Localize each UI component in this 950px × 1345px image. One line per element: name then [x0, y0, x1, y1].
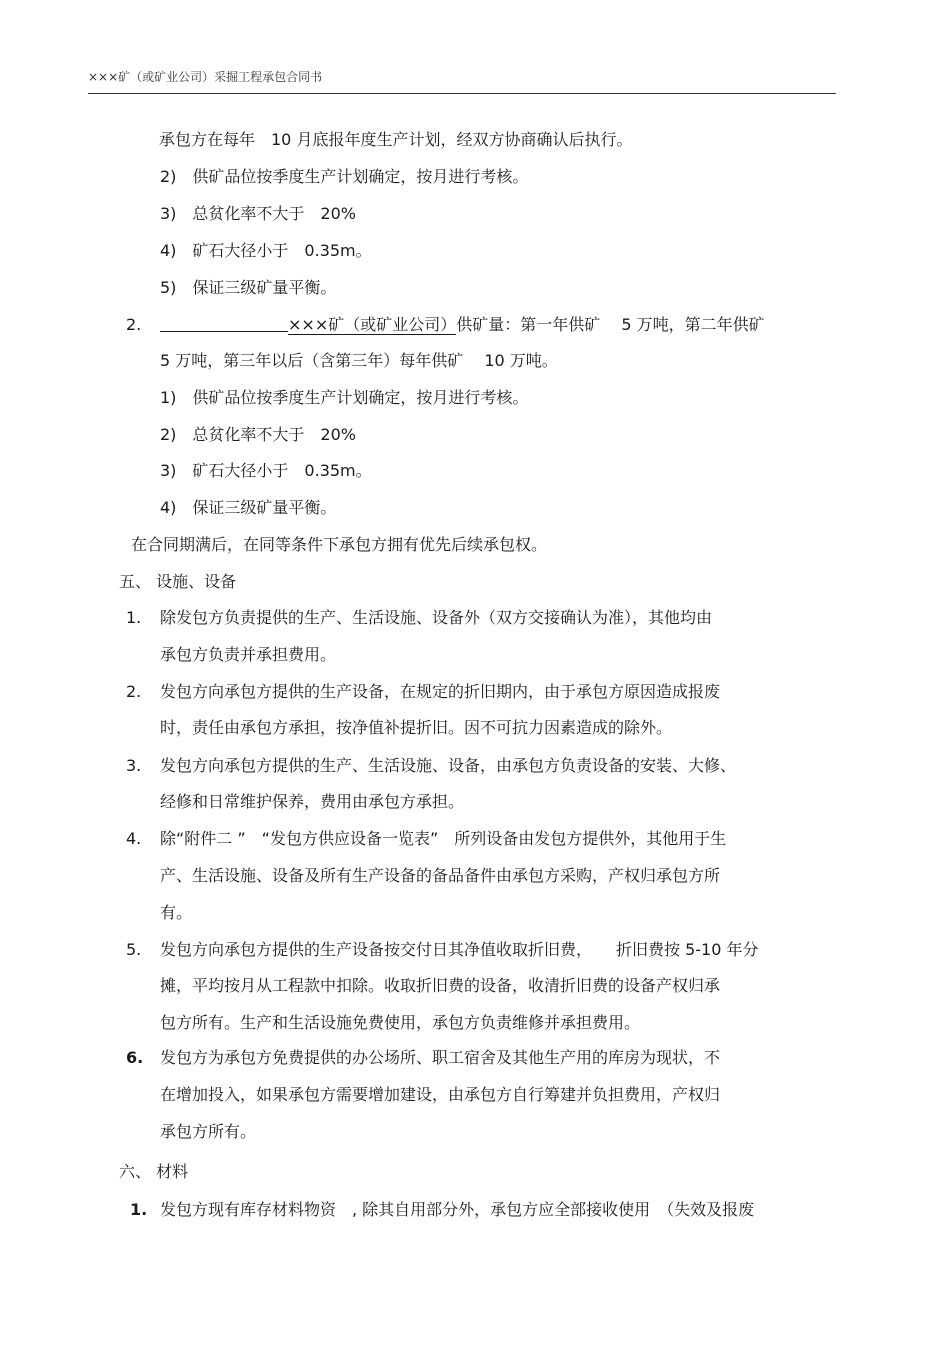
- section-heading: 五、 设施、设备: [119, 572, 237, 591]
- text-line: 发包方为承包方免费提供的办公场所、职工宿舍及其他生产用的库房为现状，不: [160, 1048, 721, 1067]
- item-number: 2.: [126, 315, 142, 334]
- text-line: [160, 315, 765, 335]
- item-number: 6.: [126, 1048, 144, 1067]
- text-line: 经修和日常维护保养，费用由承包方承担。: [160, 792, 465, 811]
- list-item: 2) 供矿品位按季度生产计划确定，按月进行考核。: [160, 167, 529, 186]
- text-line: 承包方所有。: [160, 1122, 257, 1141]
- underline-blank: [160, 315, 288, 332]
- item-number: 2.: [126, 682, 142, 701]
- text-line: 发包方向承包方提供的生产设备按交付日其净值收取折旧费， 折旧费按 5-10 年分: [160, 940, 759, 959]
- text-line: 在合同期满后，在同等条件下承包方拥有优先后续承包权。: [131, 535, 548, 554]
- item-number: 5.: [126, 940, 142, 959]
- text-line: 发包方向承包方提供的生产设备，在规定的折旧期内，由于承包方原因造成报废: [160, 682, 721, 701]
- page-header-title: ×××矿（或矿业公司）采掘工程承包合同书: [88, 70, 323, 84]
- text-line: 除“附件二 ” “发包方供应设备一览表” 所列设备由发包方提供外，其他用于生: [160, 829, 727, 848]
- text-line: 产、生活设施、设备及所有生产设备的备品备件由承包方采购，产权归承包方所: [160, 866, 721, 885]
- text-line: 有。: [160, 903, 193, 922]
- item-number: 3.: [126, 756, 142, 775]
- text-line: 发包方现有库存材料物资 , 除其自用部分外，承包方应全部接收使用 （失效及报废: [160, 1200, 755, 1219]
- text-line: 承包方负责并承担费用。: [160, 645, 337, 664]
- list-item: 1) 供矿品位按季度生产计划确定，按月进行考核。: [160, 388, 529, 407]
- header-divider: [88, 93, 836, 94]
- text-span: 供矿量：第一年供矿 5 万吨，第二年供矿: [456, 315, 765, 334]
- text-line: 5 万吨，第三年以后（含第三年）每年供矿 10 万吨。: [160, 351, 558, 370]
- item-number: 4.: [126, 829, 142, 848]
- text-line: 在增加投入，如果承包方需要增加建设，由承包方自行筹建并负担费用，产权归: [160, 1085, 721, 1104]
- item-number: 1.: [126, 608, 142, 627]
- underlined-party: ×××矿（或矿业公司）: [288, 315, 457, 334]
- list-item: 4) 矿石大径小于 0.35m。: [160, 241, 372, 260]
- list-item: 3) 矿石大径小于 0.35m。: [160, 461, 372, 480]
- list-item: 3) 总贫化率不大于 20%: [160, 204, 356, 223]
- section-heading: 六、 材料: [119, 1162, 189, 1181]
- text-line: 发包方向承包方提供的生产、生活设施、设备，由承包方负责设备的安装、大修、: [160, 756, 737, 775]
- list-item: 5) 保证三级矿量平衡。: [160, 278, 337, 297]
- text-line: 时，责任由承包方承担，按净值补提折旧。因不可抗力因素造成的除外。: [160, 718, 673, 737]
- text-line: 承包方在每年 10 月底报年度生产计划，经双方协商确认后执行。: [159, 130, 633, 149]
- item-number: 1.: [130, 1200, 148, 1219]
- list-item: 2) 总贫化率不大于 20%: [160, 425, 356, 444]
- list-item: 4) 保证三级矿量平衡。: [160, 498, 337, 517]
- text-line: 包方所有。生产和生活设施免费使用，承包方负责维修并承担费用。: [160, 1013, 641, 1032]
- text-line: 除发包方负责提供的生产、生活设施、设备外（双方交接确认为准），其他均由: [160, 608, 713, 627]
- text-line: 摊，平均按月从工程款中扣除。收取折旧费的设备，收清折旧费的设备产权归承: [160, 976, 721, 995]
